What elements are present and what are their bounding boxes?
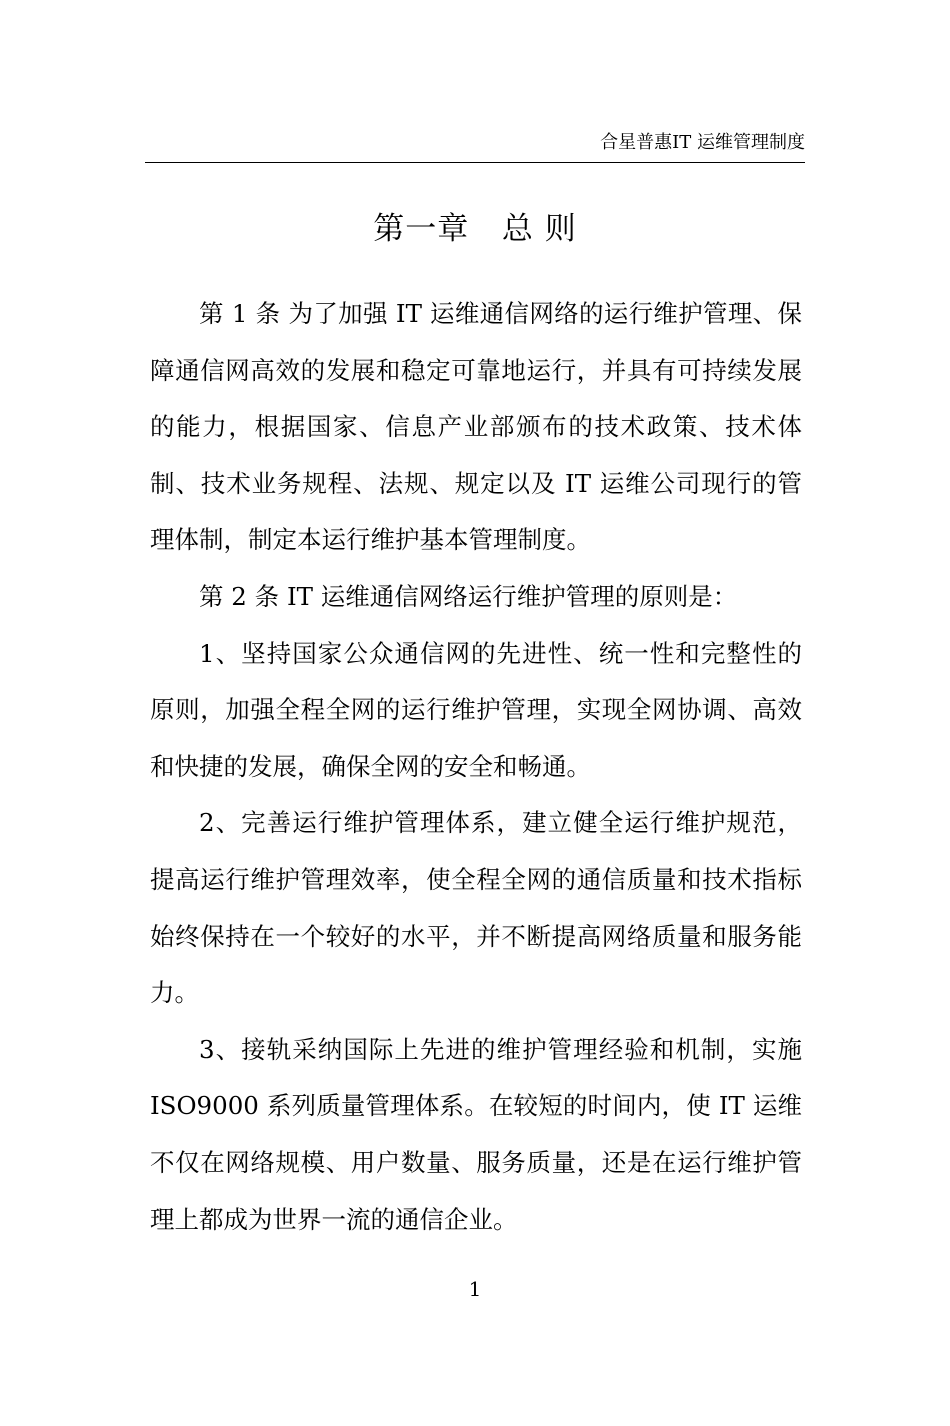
principle-1-paragraph: 1、坚持国家公众通信网的先进性、统一性和完整性的原则，加强全程全网的运行维护管理，实现全网协调、高效和快捷的发展，确保全网的安全和畅通。 — [150, 638, 802, 781]
header-text: 合星普惠IT 运维管理制度 — [600, 132, 805, 153]
principle-3-paragraph: 3、接轨采纳国际上先进的维护管理经验和机制，实施 ISO9000 系列质量管理体系。在较短的时间内，使 IT 运维不仅在网络规模、用户数量、服务质量，还是在运行维护管理上都成为世界一流的通信企业。 — [150, 1034, 802, 1234]
page-header — [145, 128, 805, 163]
principle-2-paragraph: 2、完善运行维护管理体系，建立健全运行维护规范，提高运行维护管理效率，使全程全网的通信质量和技术指标始终保持在一个较好的水平，并不断提高网络质量和服务能力。 — [150, 808, 802, 1008]
page-number: 1 — [468, 1277, 482, 1301]
article-2-paragraph: 第 2 条 IT 运维通信网络运行维护管理的原则是： — [199, 581, 738, 611]
chapter-title: 第一章 总 则 — [373, 211, 577, 247]
document-body — [150, 286, 802, 1248]
article-1-paragraph: 第 1 条 为了加强 IT 运维通信网络的运行维护管理、保障通信网高效的发展和稳定可靠地运行，并具有可持续发展的能力，根据国家、信息产业部颁布的技术政策、技术体制、技术业务规程、法规、规定以及 IT 运维公司现行的管理体制，制定本运行维护基本管理制度。 — [150, 299, 802, 555]
